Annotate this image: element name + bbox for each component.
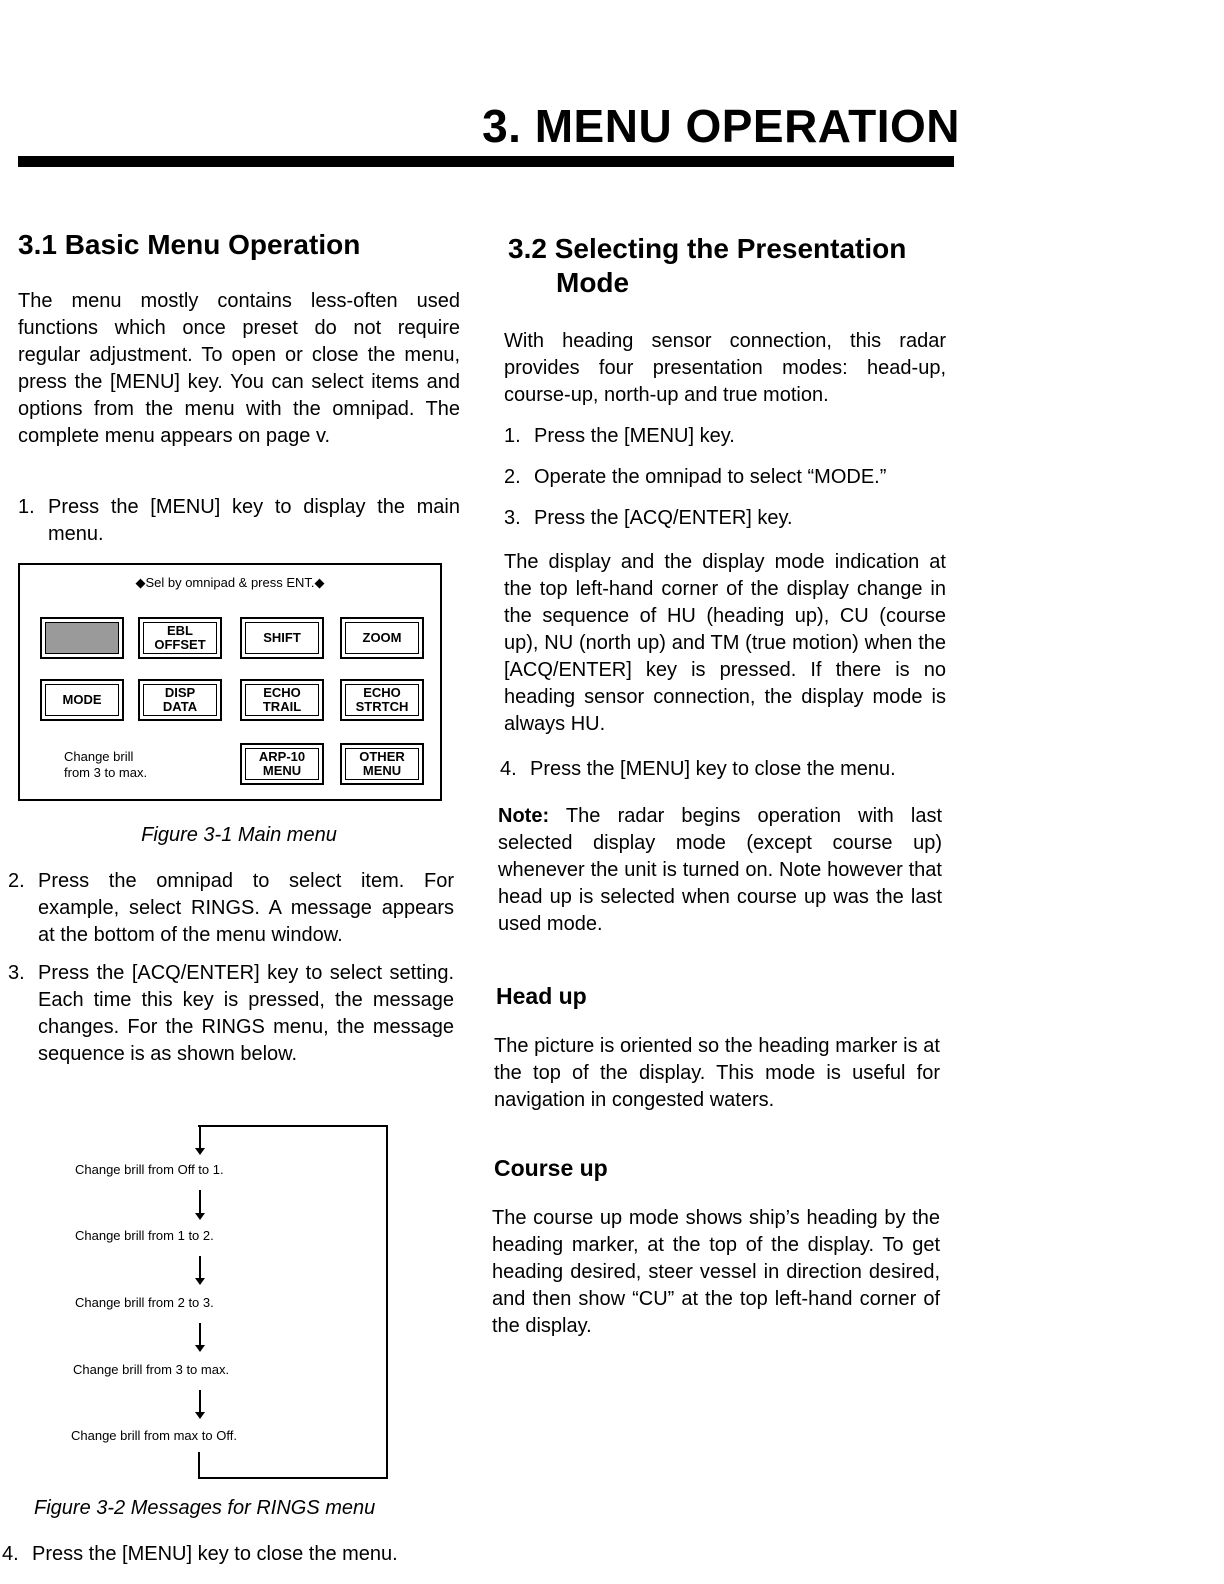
section-heading-3-2: 3.2 Selecting the Presentation [508, 233, 907, 264]
step-text: Press the [MENU] key to display the main menu. [48, 496, 460, 545]
flow-message: Change brill from Off to 1. [75, 1162, 224, 1177]
step-number: 2. [504, 466, 521, 488]
head-up-text: The picture is oriented so the heading marker is at the top of the display. This mode is useful for navigation in congested waters. [494, 1035, 940, 1111]
menu-button-zoom[interactable]: ZOOM [340, 617, 424, 659]
menu-button-other-menu[interactable]: OTHER MENU [340, 743, 424, 785]
mode-step-1 [504, 423, 946, 450]
menu-message: Change brill from 3 to max. [64, 749, 148, 780]
flow-arrow [199, 1390, 201, 1417]
head-up-heading: Head up [496, 983, 587, 1009]
menu-button-echo-stretch[interactable]: ECHO STRTCH [340, 679, 424, 721]
step-text: Press the [ACQ/ENTER] key. [534, 507, 793, 529]
step-3 [8, 960, 454, 1068]
flow-message: Change brill from 2 to 3. [75, 1295, 214, 1310]
step-text: Press the [MENU] key to close the menu. [530, 758, 896, 780]
section-heading-3-2-cont: Mode [556, 267, 630, 298]
display-mode-description: The display and the display mode indication at the top left-hand corner of the display change in the sequence of HU (heading up), CU (course up), NU (north up) and TM (true motion) when the [ACQ/ENTER] key is pressed. If there is no heading sensor connection, the display mode is always HU. [504, 551, 946, 735]
title-rule [18, 156, 954, 167]
mode-step-2 [504, 464, 946, 491]
flow-return-line [198, 1452, 200, 1479]
step-number: 4. [2, 1543, 19, 1565]
presentation-intro: With heading sensor connection, this radar provides four presentation modes: head-up, course-up, north-up and true motion. [504, 330, 946, 406]
menu-button-rings-selected[interactable] [40, 617, 124, 659]
section-heading-3-1: 3.1 Basic Menu Operation [18, 229, 361, 260]
step-2 [8, 868, 454, 949]
menu-button-arp-10[interactable]: ARP-10 MENU [240, 743, 324, 785]
step-text: Press the [MENU] key to close the menu. [32, 1543, 398, 1565]
figure-3-1-caption: Figure 3-1 Main menu [141, 824, 337, 846]
mode-step-4 [500, 756, 946, 783]
flow-message: Change brill from max to Off. [71, 1428, 237, 1443]
step-number: 1. [18, 496, 35, 518]
menu-button-disp-data[interactable]: DISP DATA [138, 679, 222, 721]
note-paragraph [498, 803, 942, 938]
basic-menu-intro: The menu mostly contains less-often used functions which once preset do not require regular adjustment. To open or close the menu, press the [MENU] key. You can select items and options from the menu with the omnipad. The complete menu appears on page v. [18, 290, 460, 447]
step-number: 3. [504, 507, 521, 529]
course-up-heading: Course up [494, 1155, 608, 1181]
menu-button-ebl-offset[interactable]: EBL OFFSET [138, 617, 222, 659]
step-number: 2. [8, 870, 25, 892]
step-text: Operate the omnipad to select “MODE.” [534, 466, 887, 488]
menu-button-shift[interactable]: SHIFT [240, 617, 324, 659]
chapter-title: 3. MENU OPERATION [482, 100, 960, 152]
figure-3-2-caption: Figure 3-2 Messages for RINGS menu [34, 1497, 376, 1519]
step-number: 4. [500, 758, 517, 780]
flow-arrow [199, 1323, 201, 1350]
step-text: Press the [ACQ/ENTER] key to select setting. Each time this key is pressed, the message changes. For the RINGS menu, the message sequence is as shown below. [38, 962, 454, 1065]
step-number: 1. [504, 425, 521, 447]
main-menu-figure [18, 563, 442, 801]
menu-button-echo-trail[interactable]: ECHO TRAIL [240, 679, 324, 721]
note-text: The radar begins operation with last selected display mode (except course up) whenever the unit is turned on. Note however that head up is selected when course up was the last used mode. [498, 805, 942, 935]
step-number: 3. [8, 962, 25, 984]
flow-message: Change brill from 1 to 2. [75, 1228, 214, 1243]
mode-step-3 [504, 505, 946, 532]
rings-flow-loop [198, 1125, 388, 1479]
menu-button-mode[interactable]: MODE [40, 679, 124, 721]
flow-arrow [199, 1190, 201, 1218]
step-1 [18, 494, 460, 548]
step-4 [2, 1541, 448, 1568]
menu-header: ◆Sel by omnipad & press ENT.◆ [135, 575, 325, 590]
flow-message: Change brill from 3 to max. [73, 1362, 230, 1377]
note-label: Note: [498, 805, 550, 827]
flow-arrow [199, 1126, 201, 1153]
step-text: Press the [MENU] key. [534, 425, 735, 447]
step-text: Press the omnipad to select item. For example, select RINGS. A message appears at the bottom of the menu window. [38, 870, 454, 946]
course-up-text: The course up mode shows ship’s heading by the heading marker, at the top of the display. To get heading desired, steer vessel in direction desired, and then show “CU” at the top left-hand corner of the display. [492, 1207, 940, 1337]
flow-arrow [199, 1256, 201, 1283]
